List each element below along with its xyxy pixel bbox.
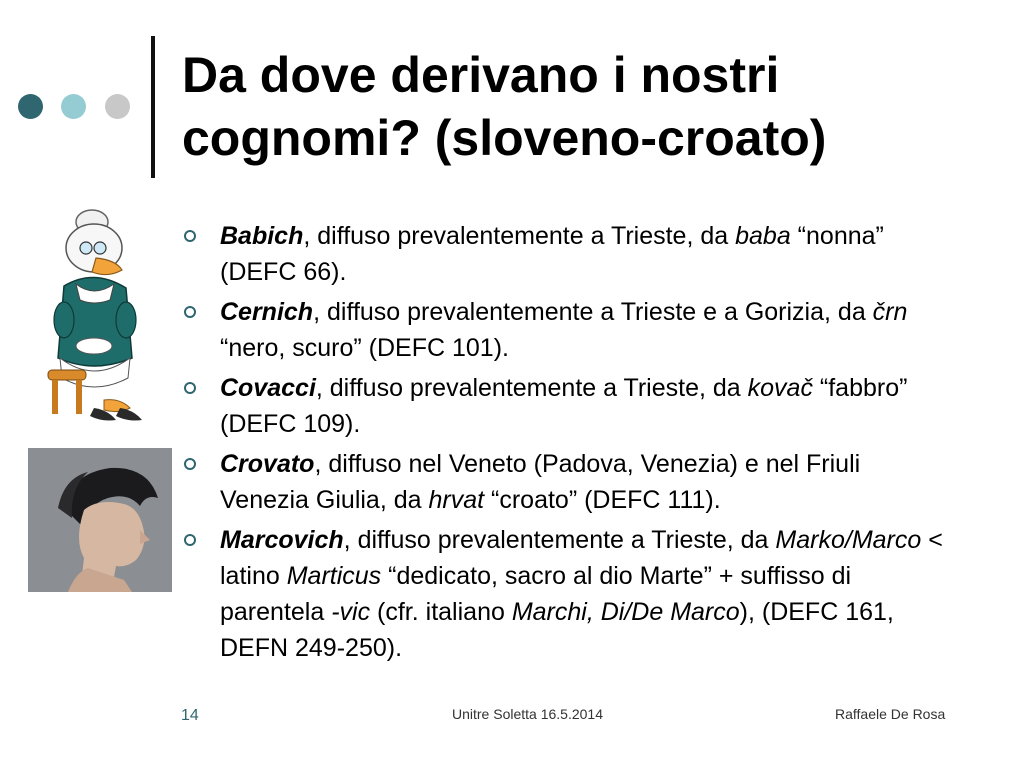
bullet-text-run: “nero, scuro” (DEFC 101). <box>220 334 509 362</box>
bullet-text-run: Marticus <box>286 562 382 590</box>
bullet-text-run: Cernich <box>220 298 314 326</box>
duck-grandma-illustration <box>34 208 154 428</box>
decorative-dots <box>18 94 130 120</box>
bullet-text-run: , diffuso nel Veneto (Padova, Venezia) e nel Friuli Venezia Giulia, da <box>220 450 861 514</box>
bullet-item <box>184 370 944 442</box>
woman-profile-photo <box>28 448 172 592</box>
bullet-list <box>184 218 944 670</box>
slide-title: Da dove derivano i nostri cognomi? (sloveno-croato) <box>182 47 827 166</box>
title-divider <box>151 36 155 178</box>
bullet-text-run: črn <box>872 298 908 326</box>
bullet-text-run: Marcovich <box>220 526 344 554</box>
bullet-marker-icon <box>184 306 196 318</box>
bullet-item <box>184 446 944 518</box>
dot-dark-icon <box>18 94 43 119</box>
bullet-item <box>184 294 944 366</box>
bullet-item <box>184 522 944 666</box>
bullet-text-run: “dedicato, sacro al dio Marte” + suffisso di parentela <box>220 562 852 626</box>
bullet-text-run: baba <box>735 222 791 250</box>
bullet-marker-icon <box>184 534 196 546</box>
slide-number: 14 <box>181 707 199 724</box>
bullet-text-run: , diffuso prevalentemente a Trieste, da <box>303 222 736 250</box>
dot-light-icon <box>61 94 86 119</box>
bullet-text-run: , diffuso prevalentemente a Trieste e a Gorizia, da <box>313 298 873 326</box>
bullet-text-run: “fabbro” (DEFC 109). <box>220 374 908 438</box>
bullet-marker-icon <box>184 458 196 470</box>
footer-event: Unitre Soletta 16.5.2014 <box>452 706 603 722</box>
bullet-text-run: Covacci <box>220 374 316 402</box>
bullet-text-run: (cfr. italiano <box>370 598 512 626</box>
dot-grey-icon <box>105 94 130 119</box>
bullet-text-run: Crovato <box>220 450 315 478</box>
bullet-marker-icon <box>184 382 196 394</box>
bullet-text-run: ), (DEFC 161, DEFN 249-250). <box>220 598 894 662</box>
bullet-text-run: , diffuso prevalentemente a Trieste, da <box>343 526 776 554</box>
bullet-text-run: Babich <box>220 222 304 250</box>
bullet-text-run: < latino <box>220 526 943 590</box>
bullet-text-run: hrvat <box>428 486 485 514</box>
bullet-marker-icon <box>184 230 196 242</box>
bullet-text-run: Marchi, Di/De Marco <box>511 598 740 626</box>
bullet-text-run: “nonna” (DEFC 66). <box>220 222 884 286</box>
bullet-text-run: kovač <box>747 374 813 402</box>
bullet-text-run: Marko/Marco <box>775 526 922 554</box>
bullet-text-run: -vic <box>331 598 371 626</box>
bullet-text-run: , diffuso prevalentemente a Trieste, da <box>315 374 748 402</box>
bullet-text-run: “croato” (DEFC 111). <box>484 486 721 514</box>
footer-author: Raffaele De Rosa <box>835 706 946 722</box>
bullet-item <box>184 218 944 290</box>
